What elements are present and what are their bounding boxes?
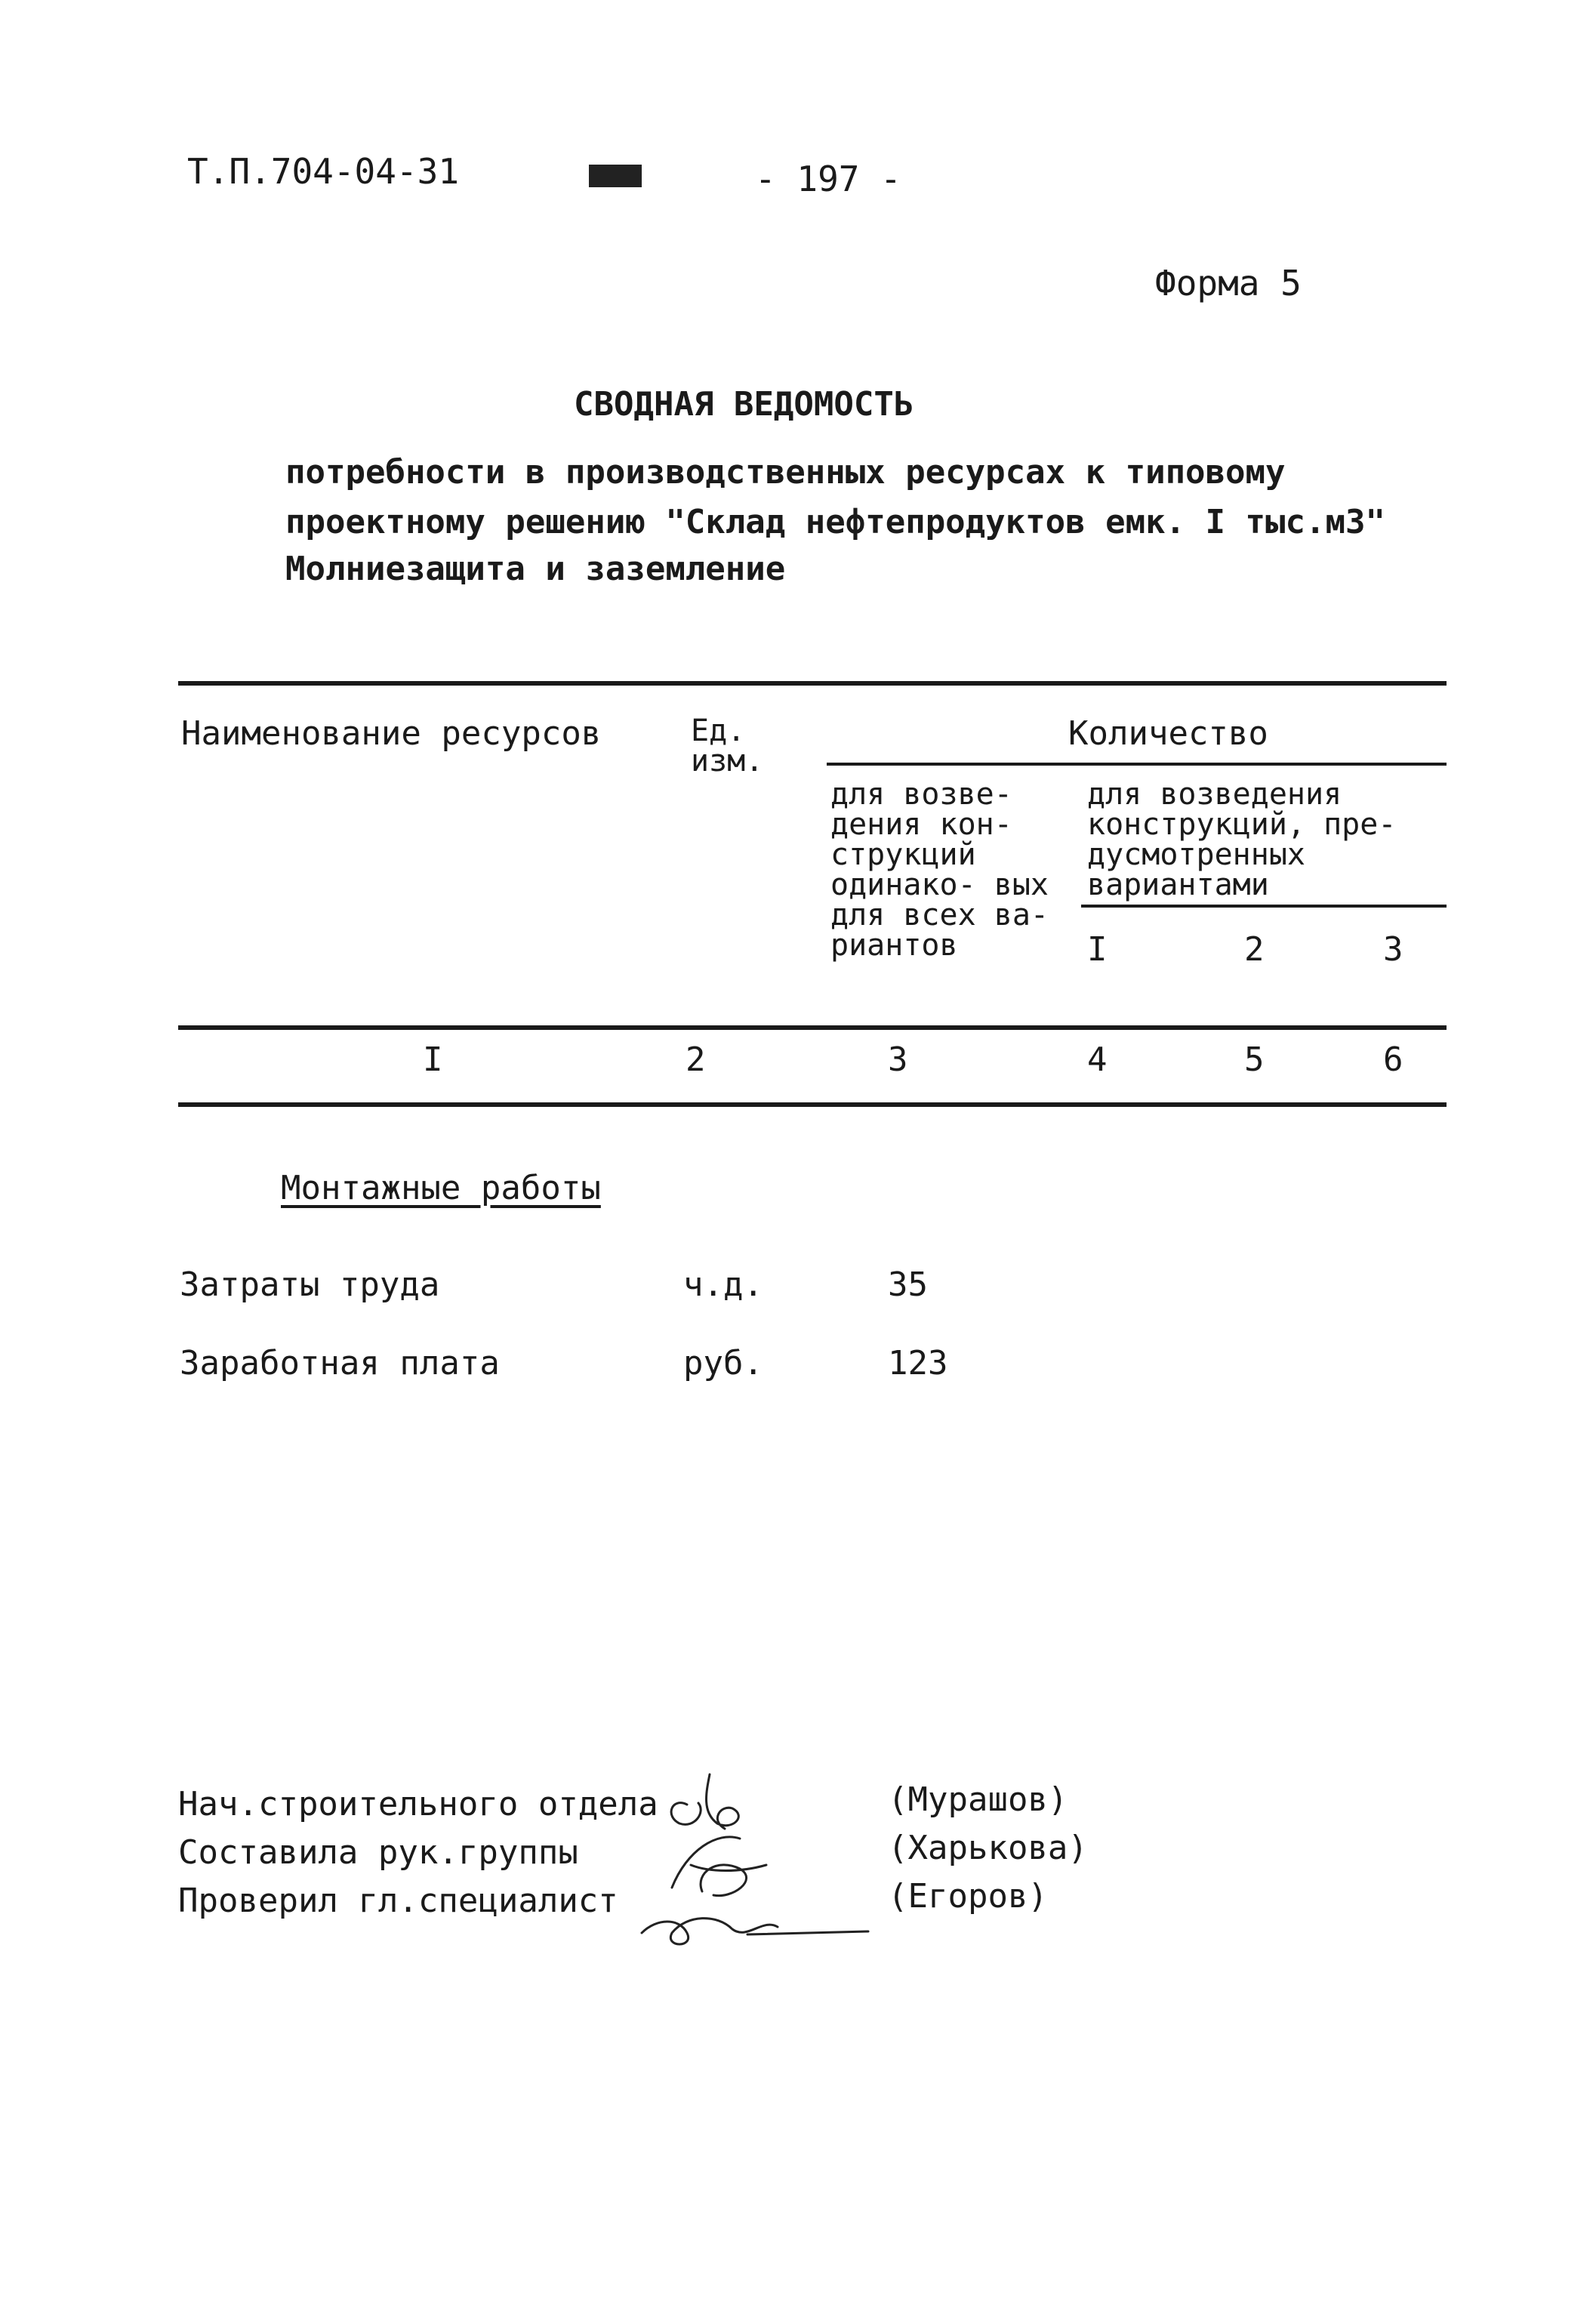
column-number: 4 xyxy=(1087,1040,1108,1079)
signer-position: Нач.строительного отдела xyxy=(178,1785,658,1823)
title-line-3: Молниезащита и заземление xyxy=(285,550,786,588)
row-unit: ч.д. xyxy=(683,1265,763,1304)
header-unit: Ед. изм. xyxy=(691,714,764,778)
row-name: Затраты труда xyxy=(180,1265,440,1304)
column-number: 6 xyxy=(1383,1040,1403,1079)
signer-name: (Харькова) xyxy=(888,1829,1088,1867)
document-code: Т.П.704-04-31 xyxy=(187,151,460,192)
column-number: I xyxy=(423,1040,443,1079)
column-number: 5 xyxy=(1244,1040,1265,1079)
signer-position: Проверил гл.специалист xyxy=(178,1882,618,1920)
row-value: 35 xyxy=(888,1265,928,1304)
page-number: - 197 - xyxy=(755,159,901,199)
variant-number: 3 xyxy=(1383,930,1403,969)
quantity-underline xyxy=(827,763,1447,766)
signer-name: (Егоров) xyxy=(888,1877,1048,1916)
column-number: 2 xyxy=(686,1040,706,1079)
document-heading: СВОДНАЯ ВЕДОМОСТЬ xyxy=(574,385,914,424)
section-title: Монтажные работы xyxy=(281,1169,601,1207)
form-label: Форма 5 xyxy=(1155,263,1302,304)
header-variant-quantity: для возведения конструкций, пре- дусмотренных вариантами xyxy=(1087,777,1397,902)
signer-name: (Мурашов) xyxy=(888,1780,1068,1819)
header-quantity: Количество xyxy=(1068,714,1268,753)
column-number: 3 xyxy=(888,1040,908,1079)
stamp-mark xyxy=(589,165,642,190)
table-top-rule xyxy=(178,681,1447,686)
variant-number: 2 xyxy=(1244,930,1265,969)
header-common-quantity: для возве- дения кон- струкций одинако- вых для всех ва- риантов xyxy=(830,777,1049,963)
title-line-2: проектному решению "Склад нефтепродуктов емк. I тыс.м3" xyxy=(285,503,1385,541)
row-name: Заработная плата xyxy=(180,1344,500,1382)
title-line-1: потребности в производственных ресурсах к типовому xyxy=(285,453,1286,492)
variant-number: I xyxy=(1087,930,1108,969)
row-unit: руб. xyxy=(683,1344,763,1382)
variants-underline xyxy=(1081,905,1447,908)
numbering-bottom-rule xyxy=(178,1102,1447,1107)
row-value: 123 xyxy=(888,1344,948,1382)
header-resource-name: Наименование ресурсов xyxy=(181,714,602,753)
header-bottom-rule xyxy=(178,1025,1447,1030)
signer-position: Составила рук.группы xyxy=(178,1833,578,1872)
handwritten-signatures xyxy=(627,1759,883,1956)
